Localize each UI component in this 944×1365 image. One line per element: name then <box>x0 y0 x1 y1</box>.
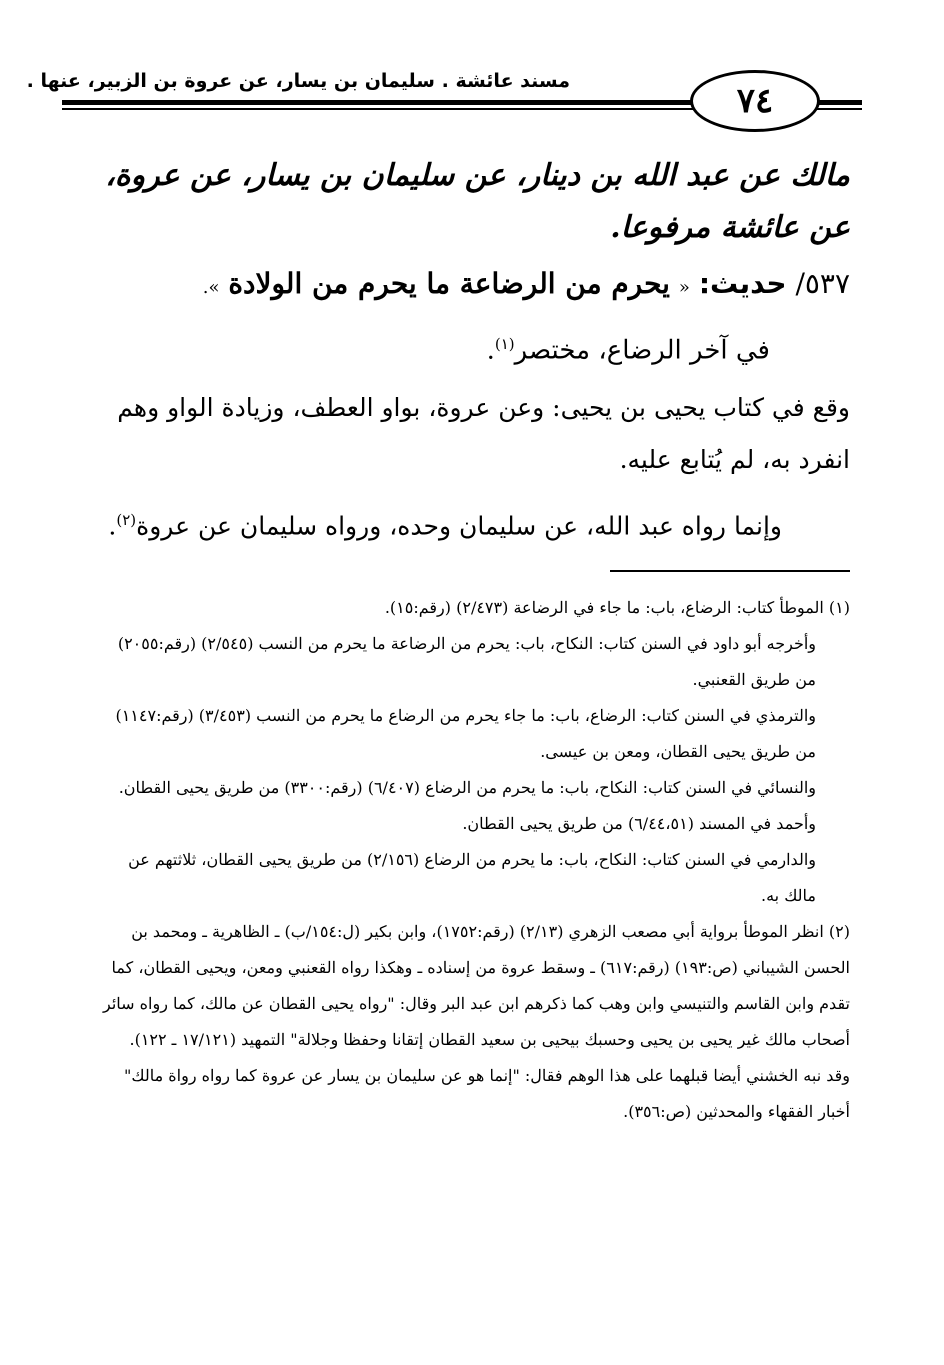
page-number-badge <box>690 70 820 132</box>
body2-text: وإنما رواه عبد الله، عن سليمان وحده، ورواه سليمان عن عروة <box>136 511 782 541</box>
footnote-1-number: (١) <box>828 598 850 617</box>
body2-end: . <box>108 511 117 541</box>
footnote-1-para-6: والدارمي في السنن كتاب: النكاح، باب: ما يحرم من الرضاع (٢/١٥٦) من طريق يحيى القطان، ثلاثتهم عن مالك به. <box>128 850 816 905</box>
footnote-1-line1: الموطأ كتاب: الرضاع، باب: ما جاء في الرضاعة (٢/٤٧٣) (رقم:١٥). <box>384 598 824 617</box>
hadith-open-quote: « <box>678 277 690 298</box>
footnote-1-para-5: وأحمد في المسند (٦/٤٤،٥١) من طريق يحيى القطان. <box>462 814 816 833</box>
footnote-2-para-1: انظر الموطأ برواية أبي مصعب الزهري (٢/١٣) (رقم:١٧٥٢)، وابن بكير (ل:١٥٤/ب) ـ الظاهرية ـ ومحمد بن الحسن الشيباني (ص:١٩٣) (رقم:٦١٧) ـ وسقط عروة من إسناده ـ وهكذا رواه القعنبي ومعن، ويحيى القطان، كما تقدم وابن القاسم والتنيسي وابن وهب كما ذكرهم ابن عبد البر وقال: "رواه يحيى القطان عن مالك، كما رواه سائر أصحاب مالك غير يحيى بن يحيى وحسبك بيحيى بن سعيد القطان إتقانا وحفظا وجلالة" التمهيد (١٧/١٢١ ـ ١٢٢). <box>103 922 850 1049</box>
hadith-close-quote: ». <box>202 277 220 298</box>
footnote-1-para-3: والترمذي في السنن كتاب: الرضاع، باب: ما جاء يحرم من الرضاع ما يحرم من النسب (٣/٤٥٣) (رقم:١١٤٧) من طريق يحيى القطان، ومعن بن عيسى. <box>115 706 816 761</box>
hadith-text: يحرم من الرضاعة ما يحرم من الولادة <box>228 267 670 300</box>
footnote-1-para-2: وأخرجه أبو داود في السنن كتاب: النكاح، باب: يحرم من الرضاعة ما يحرم من النسب (٢/٥٤٥) (رقم:٢٠٥٥) من طريق القعنبي. <box>117 634 816 689</box>
body-paragraph-2 <box>80 494 850 552</box>
footnote-ref-1: (١) <box>494 335 515 353</box>
footnotes <box>96 590 850 1130</box>
footnote-2 <box>96 914 850 1058</box>
isnad-paragraph: مالك عن عبد الله بن دينار، عن سليمان بن يسار، عن عروة، عن عائشة مرفوعا. <box>105 158 850 245</box>
hadith-heading <box>80 262 850 310</box>
footnote-1 <box>96 590 850 626</box>
source-line <box>80 322 850 373</box>
body-paragraph-1: وقع في كتاب يحيى بن يحيى: وعن عروة، بواو العطف، وزيادة الواو وهم انفرد به، لم يُتابع عليه. <box>117 393 850 474</box>
running-header: مسند عائشة . سليمان بن يسار، عن عروة بن الزبير، عنها . <box>26 70 570 92</box>
footnote-separator <box>610 570 850 572</box>
footnote-ref-2: (٢) <box>116 511 137 529</box>
source-text: في آخر الرضاع، مختصر <box>514 335 770 366</box>
page-number: ٧٤ <box>736 81 774 121</box>
footnote-2-para-2: وقد نبه الخشني أيضا قبلهما على هذا الوهم فقال: "إنما هو عن سليمان بن يسار عن عروة كما رواه رواة مالك" أخبار الفقهاء والمحدثين (ص:٣٥٦). <box>124 1066 850 1121</box>
hadith-label: حديث: <box>698 267 787 300</box>
footnote-2-number: (٢) <box>828 922 850 941</box>
footnote-1-para-4: والنسائي في السنن كتاب: النكاح، باب: ما يحرم من الرضاع (٦/٤٠٧) (رقم:٣٣٠٠) من طريق يحيى القطان. <box>118 778 816 797</box>
source-end: . <box>486 335 495 366</box>
hadith-number: ٥٣٧/ <box>795 267 850 300</box>
